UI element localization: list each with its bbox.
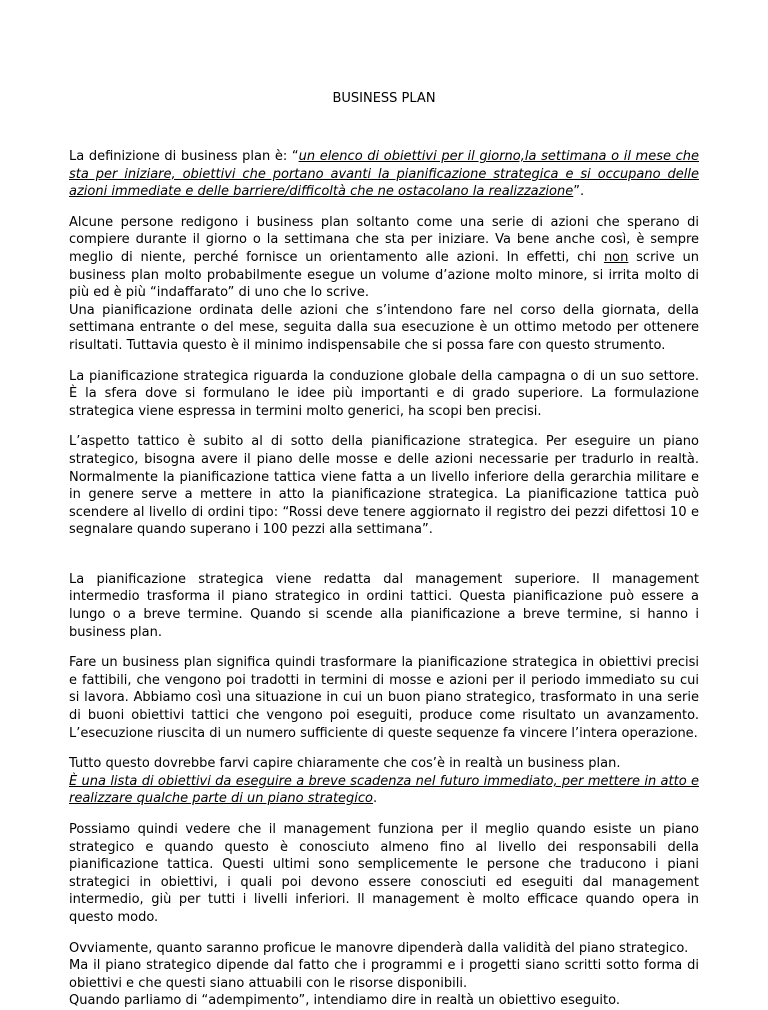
paragraph-2-underlined: non [603,249,629,265]
paragraph-10 [69,940,699,1010]
paragraph-8-line1: Tutto questo dovrebbe farvi capire chiaramente che cos’è in realtà un business plan. [69,756,621,772]
paragraph-9: Possiamo quindi vedere che il management funziona per il meglio quando esiste un piano strategico e quando questo è conosciuto almeno fino al livello dei responsabili della pianificazione tattica. Questi ultimi sono semplicemente le persone che traducono i piani strategici in obiettivi, i quali poi devono essere conosciuti ed eseguiti dal management intermedio, giù per tutti i livelli inferiori. Il management è molto efficace quando opera in questo modo. [69,822,699,925]
definition-prefix: La definizione di business plan è: “ [69,149,299,164]
paragraph-8 [69,755,699,808]
paragraph-6: La pianificazione strategica viene redatta dal management superiore. Il management intermedio trasforma il piano strategico in ordini tattici. Questa pianificazione può essere a lungo o a breve termine. Quando si scende alla pianificazione a breve termine, si hanno i business plan. [69,571,699,640]
paragraph-3: Una pianificazione ordinata delle azioni che s’intendono fare nel corso della giornata, della settimana entrante o del mese, seguita dalla sua esecuzione è un ottimo metodo per ottenere risultati. Tuttavia questo è il minimo indispensabile che si possa fare con questo strumento. [69,302,699,353]
paragraph-5: L’aspetto tattico è subito al di sotto della pianificazione strategica. Per eseguire un piano strategico, bisogna avere il piano delle mosse e delle azioni necessarie per tradurlo in realtà. Normalmente la pianificazione tattica viene fatta a un livello inferiore della gerarchia militare e in genere serve a mettere in atto la pianificazione strategica. La pianificazione tattica può scendere al livello di ordini tipo: “Rossi deve tenere aggiornato il registro dei pezzi difettosi 10 e segnalare quando superano i 100 pezzi alla settimana”. [69,434,699,538]
paragraph-2 [69,214,699,302]
definition-suffix: ”. [573,184,585,200]
paragraph-10-line2: Ma il piano strategico dipende dal fatto che i programmi e i progetti siano scritti sotto forma di obiettivi e che questi siano attuabili con le risorse disponibili. [69,958,699,991]
definition-quote: un elenco di obiettivi per il giorno,la settimana o il mese che sta per iniziare, obiettivi che portano avanti la pianificazione strategica e si occupano delle azioni immediate e delle barriere/difficoltà che ne ostacolano la realizzazione [69,149,699,200]
paragraph-7: Fare un business plan significa quindi trasformare la pianificazione strategica in obiettivi precisi e fattibili, che vengono poi tradotti in termini di mosse e azioni per il periodo immediato su cui si lavora. Abbiamo così una situazione in cui un buon piano strategico, trasformato in una serie di buoni obiettivi tattici che vengono poi eseguiti, produce come risultato un avanzamento. L’esecuzione riuscita di un numero sufficiente di queste sequenze fa vincere l’intera operazione. [69,655,699,741]
document-title: BUSINESS PLAN [332,91,436,106]
paragraph-10-line1: Ovviamente, quanto saranno proficue le manovre dipenderà dalla validità del piano strategico. [69,940,689,956]
paragraph-8-suffix: . [373,791,378,807]
paragraph-8-quote: È una lista di obiettivi da eseguire a breve scadenza nel futuro immediato, per mettere in atto e realizzare qualche parte di un piano strategico [69,773,699,807]
paragraph-10-line3: Quando parliamo di “adempimento”, intendiamo dire in realtà un obiettivo eseguito. [69,993,620,1009]
document-body [69,148,699,1010]
paragraph-4: La pianificazione strategica riguarda la conduzione globale della campagna o di un suo settore. È la sfera dove si formulano le idee più importanti e di grado superiore. La formulazione strategica viene espressa in termini molto generici, ha scopi ben precisi. [69,368,699,419]
paragraph-2-part1: Alcune persone redigono i business plan soltanto come una serie di azioni che sperano di compiere durante il giorno o la settimana che sta per iniziare. Va bene anche così, è sempre meglio di niente, perché fornisce un orientamento alle azioni. In effetti, chi [69,214,699,265]
paragraph-2-part2: scrive un business plan molto probabilmente esegue un volume d’azione molto minore, si irrita molto di più ed è più “indaffarato” di uno che lo scrive. [69,249,699,301]
definition-paragraph [69,148,699,201]
